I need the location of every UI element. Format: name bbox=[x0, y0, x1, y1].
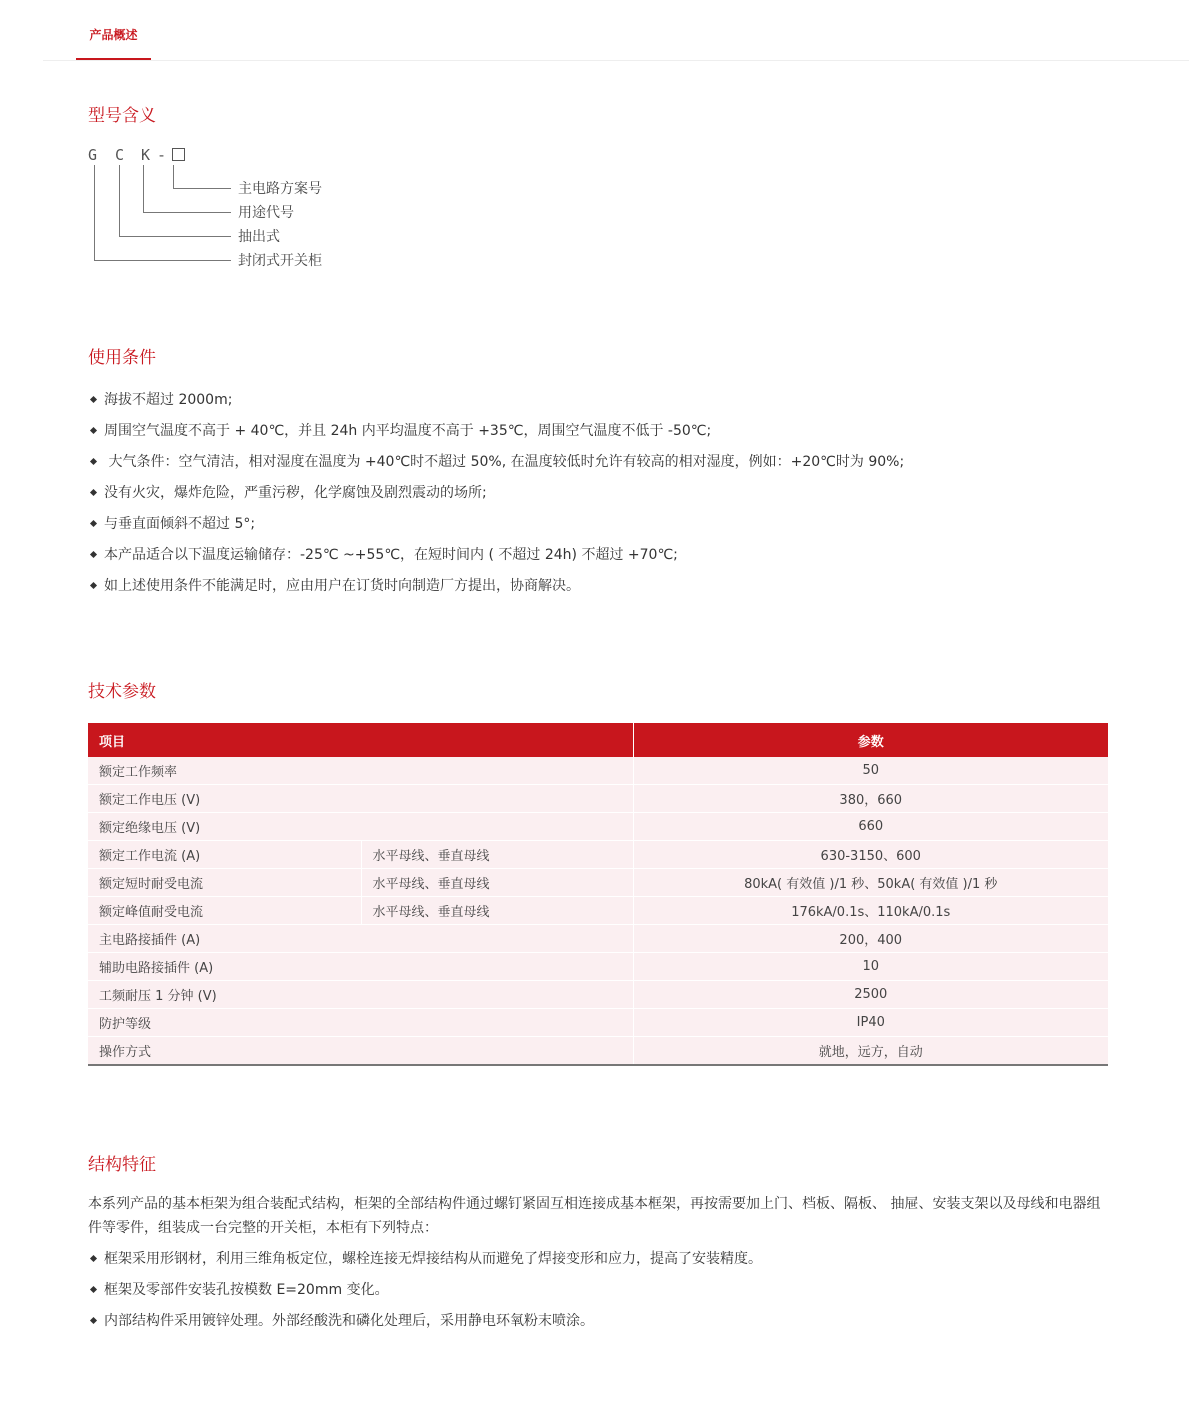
list-item: 框架及零部件安装孔按模数 E=20mm 变化。 bbox=[88, 1275, 762, 1306]
cell-value: 200，400 bbox=[633, 925, 1108, 953]
bullet-icon bbox=[90, 550, 97, 557]
conditions-list bbox=[88, 385, 904, 602]
cell-item: 额定短时耐受电流 bbox=[88, 869, 361, 897]
specs-section-title: 技术参数 bbox=[88, 682, 156, 702]
code-label-usage-code: 用途代号 bbox=[238, 205, 294, 221]
code-label-circuit-scheme: 主电路方案号 bbox=[238, 181, 322, 197]
cell-item: 防护等级 bbox=[88, 1009, 633, 1037]
table-row bbox=[88, 813, 1108, 841]
bullet-icon bbox=[90, 1285, 97, 1292]
structure-list bbox=[88, 1244, 762, 1337]
list-item: 没有火灾，爆炸危险，严重污秽，化学腐蚀及剧烈震动的场所; bbox=[88, 478, 904, 509]
bullet-icon bbox=[90, 488, 97, 495]
code-label-withdrawable: 抽出式 bbox=[238, 229, 280, 245]
cell-value: 660 bbox=[633, 813, 1108, 841]
table-row bbox=[88, 897, 1108, 925]
connector-line bbox=[143, 165, 144, 212]
code-char-c: C bbox=[115, 146, 125, 164]
code-char-k: K bbox=[141, 146, 151, 164]
bullet-icon bbox=[90, 581, 97, 588]
table-row bbox=[88, 981, 1108, 1009]
table-row bbox=[88, 925, 1108, 953]
cell-value: 就地，远方，自动 bbox=[633, 1037, 1108, 1066]
table-row bbox=[88, 953, 1108, 981]
bullet-icon bbox=[90, 1254, 97, 1261]
bullet-icon bbox=[90, 519, 97, 526]
cell-value: 80kA( 有效值 )/1 秒、50kA( 有效值 )/1 秒 bbox=[633, 869, 1108, 897]
cell-item: 额定工作电流 (A) bbox=[88, 841, 361, 869]
header-param: 参数 bbox=[633, 723, 1108, 757]
list-item: 与垂直面倾斜不超过 5°; bbox=[88, 509, 904, 540]
tab-bar bbox=[43, 0, 1189, 61]
list-item: 如上述使用条件不能满足时，应由用户在订货时向制造厂方提出，协商解决。 bbox=[88, 571, 904, 602]
list-item: 内部结构件采用镀锌处理。外部经酸洗和磷化处理后，采用静电环氧粉末喷涂。 bbox=[88, 1306, 762, 1337]
bullet-icon bbox=[90, 426, 97, 433]
cell-item: 工频耐压 1 分钟 (V) bbox=[88, 981, 633, 1009]
connector-line bbox=[119, 165, 120, 236]
structure-section-title: 结构特征 bbox=[88, 1155, 156, 1175]
cell-item: 额定峰值耐受电流 bbox=[88, 897, 361, 925]
connector-line bbox=[94, 260, 231, 261]
table-row bbox=[88, 869, 1108, 897]
cell-value: 630-3150、600 bbox=[633, 841, 1108, 869]
cell-value: 50 bbox=[633, 757, 1108, 785]
cell-sub: 水平母线、垂直母线 bbox=[361, 841, 633, 869]
model-section-title: 型号含义 bbox=[88, 106, 156, 126]
code-label-enclosed-switchgear: 封闭式开关柜 bbox=[238, 253, 322, 269]
table-header-row bbox=[88, 723, 1108, 757]
connector-line bbox=[143, 212, 231, 213]
bullet-icon bbox=[90, 395, 97, 402]
cell-value: 10 bbox=[633, 953, 1108, 981]
cell-item: 辅助电路接插件 (A) bbox=[88, 953, 633, 981]
header-item: 项目 bbox=[88, 723, 633, 757]
code-char-g: G bbox=[88, 146, 98, 164]
code-box-placeholder bbox=[172, 148, 185, 161]
code-char-dash: - bbox=[157, 146, 167, 164]
list-item: 海拔不超过 2000m; bbox=[88, 385, 904, 416]
connector-line bbox=[94, 165, 95, 260]
cell-item: 额定绝缘电压 (V) bbox=[88, 813, 633, 841]
table-row bbox=[88, 757, 1108, 785]
bullet-icon bbox=[90, 1316, 97, 1323]
cell-item: 操作方式 bbox=[88, 1037, 633, 1066]
connector-line bbox=[173, 165, 174, 188]
table-row bbox=[88, 841, 1108, 869]
cell-value: IP40 bbox=[633, 1009, 1108, 1037]
cell-value: 176kA/0.1s、110kA/0.1s bbox=[633, 897, 1108, 925]
cell-item: 额定工作频率 bbox=[88, 757, 633, 785]
bullet-icon bbox=[90, 457, 97, 464]
cell-item: 主电路接插件 (A) bbox=[88, 925, 633, 953]
cell-value: 380，660 bbox=[633, 785, 1108, 813]
conditions-section-title: 使用条件 bbox=[88, 348, 156, 368]
list-item: 框架采用形钢材，利用三维角板定位，螺栓连接无焊接结构从而避免了焊接变形和应力，提高了安装精度。 bbox=[88, 1244, 762, 1275]
specs-table bbox=[88, 723, 1108, 1066]
table-row bbox=[88, 785, 1108, 813]
connector-line bbox=[119, 236, 231, 237]
structure-intro: 本系列产品的基本柜架为组合装配式结构，柜架的全部结构件通过螺钉紧固互相连接成基本框架，再按需要加上门、档板、隔板、 抽屉、安装支架以及母线和电器组件等零件，组装成一台完整的开关柜，本柜有下列特点： bbox=[88, 1196, 1101, 1236]
cell-sub: 水平母线、垂直母线 bbox=[361, 897, 633, 925]
connector-line bbox=[173, 188, 231, 189]
cell-item: 额定工作电压 (V) bbox=[88, 785, 633, 813]
cell-sub: 水平母线、垂直母线 bbox=[361, 869, 633, 897]
table-row bbox=[88, 1037, 1108, 1066]
table-row bbox=[88, 1009, 1108, 1037]
list-item: 本产品适合以下温度运输储存：-25℃ ~+55℃，在短时间内 ( 不超过 24h) 不超过 +70℃; bbox=[88, 540, 904, 571]
cell-value: 2500 bbox=[633, 981, 1108, 1009]
list-item: 周围空气温度不高于 + 40℃，并且 24h 内平均温度不高于 +35℃，周围空气温度不低于 -50℃; bbox=[88, 416, 904, 447]
model-code-diagram bbox=[88, 143, 348, 273]
list-item: 大气条件：空气清洁，相对湿度在温度为 +40℃时不超过 50%, 在温度较低时允许有较高的相对湿度，例如：+20℃时为 90%; bbox=[88, 447, 904, 478]
tab-product-overview[interactable]: 产品概述 bbox=[76, 0, 151, 60]
